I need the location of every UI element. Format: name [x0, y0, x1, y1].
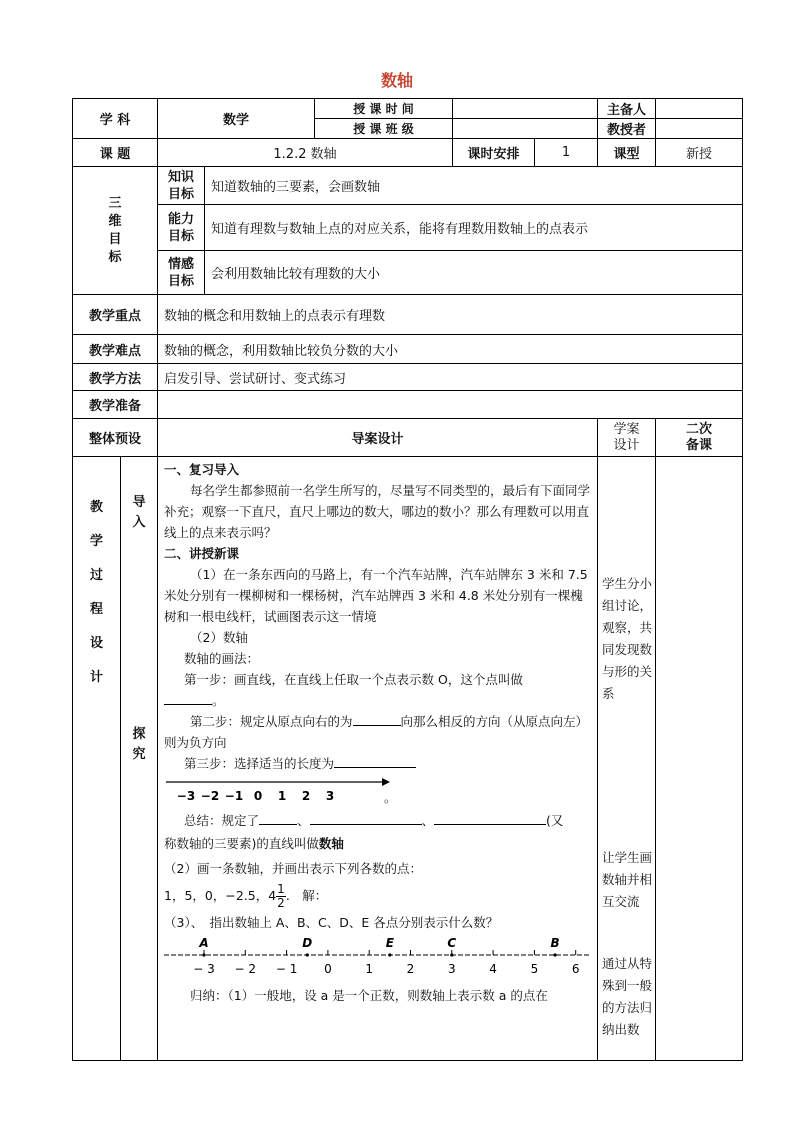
key-points-label: 教学重点 [73, 295, 158, 335]
step-three: 第三步：选择适当的长度为 [164, 753, 593, 774]
new-lesson-heading: 二、讲授新课 [164, 546, 240, 561]
origin-blank[interactable] [164, 690, 212, 705]
class-value[interactable] [453, 119, 598, 139]
axis2-tick-label: − 3 [193, 962, 215, 976]
axis1-end-mark: 。 [384, 791, 397, 805]
axis2-tick-label: 4 [489, 962, 497, 976]
schedule-label: 课时安排 [453, 139, 535, 167]
axis2-point-label: A [199, 936, 209, 950]
axis2-tick-label: 1 [365, 962, 374, 976]
method-label: 教学方法 [73, 364, 158, 391]
objectives-char: 三 [108, 195, 122, 211]
side-note-induction: 通过从特殊到一般的方法归纳出数 [602, 956, 653, 1037]
axis2-tick-label: 0 [324, 962, 332, 976]
ability-goal-label: 能力 目标 [158, 205, 205, 251]
axis1-tick-label: 2 [301, 789, 311, 803]
axis2-point-label: D [302, 936, 313, 950]
step-one: 第一步：画直线，在直线上任取一个点表示数 O，这个点叫做 [184, 672, 523, 687]
fraction-one-half: $\frac{1}{2}$ [277, 882, 285, 910]
question-2-numbers: 1，5，0，−2.5，4 $\frac{1}{2}$ . 解： [164, 882, 328, 910]
preparation-label: 教学准备 [73, 391, 158, 419]
axis2-point-label: E [385, 936, 394, 950]
knowledge-goal-label: 知识 目标 [158, 167, 205, 205]
teaching-process-label: 教 学 过 程 设 计 [73, 457, 121, 1061]
axis2-point-B [553, 953, 556, 956]
review-heading: 一、复习导入 [164, 462, 240, 477]
second-prep-content[interactable] [656, 457, 743, 1061]
axis2-tick-label: 6 [571, 962, 580, 976]
question-3-title: （3）、 指出数轴上 A、B、C、D、E 各点分别表示什么数？ [164, 915, 499, 930]
ability-goal-text: 知道有理数与数轴上点的对应关系，能将有理数用数轴上的点表示 [205, 205, 743, 251]
difficulty-label: 教学难点 [73, 335, 158, 364]
emotion-goal-text: 会利用数轴比较有理数的大小 [205, 251, 743, 295]
study-design-content [598, 457, 656, 1061]
axis1-tick-label: 3 [325, 789, 335, 803]
axis2-point-E [388, 953, 391, 956]
unit-length-blank[interactable] [334, 753, 416, 768]
objectives-char: 维 [108, 213, 122, 229]
summary-line-2: 称数轴的三要素)的直线叫做数轴 [164, 836, 344, 851]
study-design-header: 学案 设计 [598, 419, 656, 457]
axis2-tick-label: 5 [530, 962, 539, 976]
summary-blank-2[interactable] [310, 810, 422, 825]
step-two: 第二步：规定从原点向右的为 向那么相反的方向（从原点向左）则为负方向 [164, 711, 593, 753]
method-text: 启发引导、尝试研讨、变式练习 [158, 364, 743, 391]
preparer-label: 主备人 [598, 99, 656, 119]
summary-blank-1[interactable] [259, 810, 297, 825]
difficulty-text: 数轴的概念，利用数轴比较负分数的大小 [158, 335, 743, 364]
axis2-tick-label: − 1 [275, 962, 298, 976]
lesson-plan-table [72, 98, 743, 1061]
axis2-point-D [306, 953, 309, 956]
axis1-tick-label: 1 [277, 789, 287, 803]
axis2-point-label: C [447, 936, 457, 950]
overall-preset-header: 整体预设 [73, 419, 158, 457]
stage-explore-label: 探 究 [132, 727, 146, 762]
stage-column [121, 457, 158, 1061]
summary-line: 总结：规定了 、 、 (又 [164, 810, 593, 831]
step-one-blank: 。 [164, 690, 593, 711]
second-prep-header: 二次 备课 [656, 419, 743, 457]
guide-design-content [158, 457, 598, 1061]
subject-value: 数学 [158, 99, 315, 139]
objectives-char: 目 [108, 231, 122, 247]
axis2-tick-label: − 2 [234, 962, 257, 976]
type-label: 课型 [598, 139, 656, 167]
side-note-group-discussion: 学生分小组讨论，观察，共同发现数与形的关系 [602, 576, 653, 701]
axis1-tick-label: −2 [200, 789, 220, 803]
objectives-char: 标 [108, 249, 122, 265]
type-value: 新授 [656, 139, 743, 167]
axis-sketch-1 [164, 776, 584, 806]
page-title: 数轴 [380, 71, 413, 90]
topic-value: 1.2.2 数轴 [158, 139, 453, 167]
teacher-label: 教授者 [598, 119, 656, 139]
knowledge-goal-text: 知道数轴的三要素，会画数轴 [205, 167, 743, 205]
time-value[interactable] [453, 99, 598, 119]
guide-design-header: 导案设计 [158, 419, 598, 457]
preparer-value[interactable] [656, 99, 743, 119]
summary-blank-3[interactable] [434, 810, 546, 825]
number-axis-subheading: （2）数轴 [190, 630, 248, 645]
direction-blank[interactable] [353, 711, 401, 726]
three-dim-objectives-label [73, 167, 158, 295]
time-label: 授 课 时 间 [315, 99, 453, 119]
street-problem: （1）在一条东西向的马路上，有一个汽车站牌，汽车站牌东 3 米和 7.5 米处分别有一棵柳树和一棵杨树，汽车站牌西 3 米和 4.8 米处分别有一棵槐树和一根电线杆，试画图表示这一情境 [164, 567, 588, 624]
question-2-title: （2）画一条数轴，并画出表示下列各数的点： [164, 861, 422, 876]
axis2-point-label: B [550, 936, 560, 950]
axis1-tick-label: −1 [224, 789, 244, 803]
axis1-arrow [382, 778, 390, 786]
axis-sketch-2 [164, 933, 592, 979]
axis2-tick-label: 3 [447, 962, 456, 976]
key-points-text: 数轴的概念和用数轴上的点表示有理数 [158, 295, 743, 335]
axis1-tick-label: 0 [253, 789, 263, 803]
subject-label: 学 科 [73, 99, 158, 139]
axis2-point-C [450, 953, 453, 956]
side-note-draw-axis: 让学生画数轴并相互交流 [602, 850, 653, 909]
axis2-tick-label: 2 [406, 962, 415, 976]
teacher-value[interactable] [656, 119, 743, 139]
schedule-value: 1 [535, 139, 598, 167]
preparation-text [158, 391, 743, 419]
emotion-goal-label: 情感 目标 [158, 251, 205, 295]
axis2-point-A [202, 953, 205, 956]
axis1-tick-label: −3 [176, 789, 196, 803]
review-paragraph: 每名学生都参照前一名学生所写的，尽量写不同类型的，最后有下面同学补充；观察一下直尺，直尺上哪边的数大，哪边的数小？那么有理数可以用直线上的点来表示吗？ [164, 483, 591, 540]
topic-label: 课 题 [73, 139, 158, 167]
stage-intro-label: 导 入 [132, 495, 146, 530]
conclusion-line: 归纳：（1）一般地，设 a 是一个正数，则数轴上表示数 a 的点在 [190, 988, 548, 1003]
draw-method: 数轴的画法： [184, 651, 260, 666]
class-label: 授 课 班 级 [315, 119, 453, 139]
